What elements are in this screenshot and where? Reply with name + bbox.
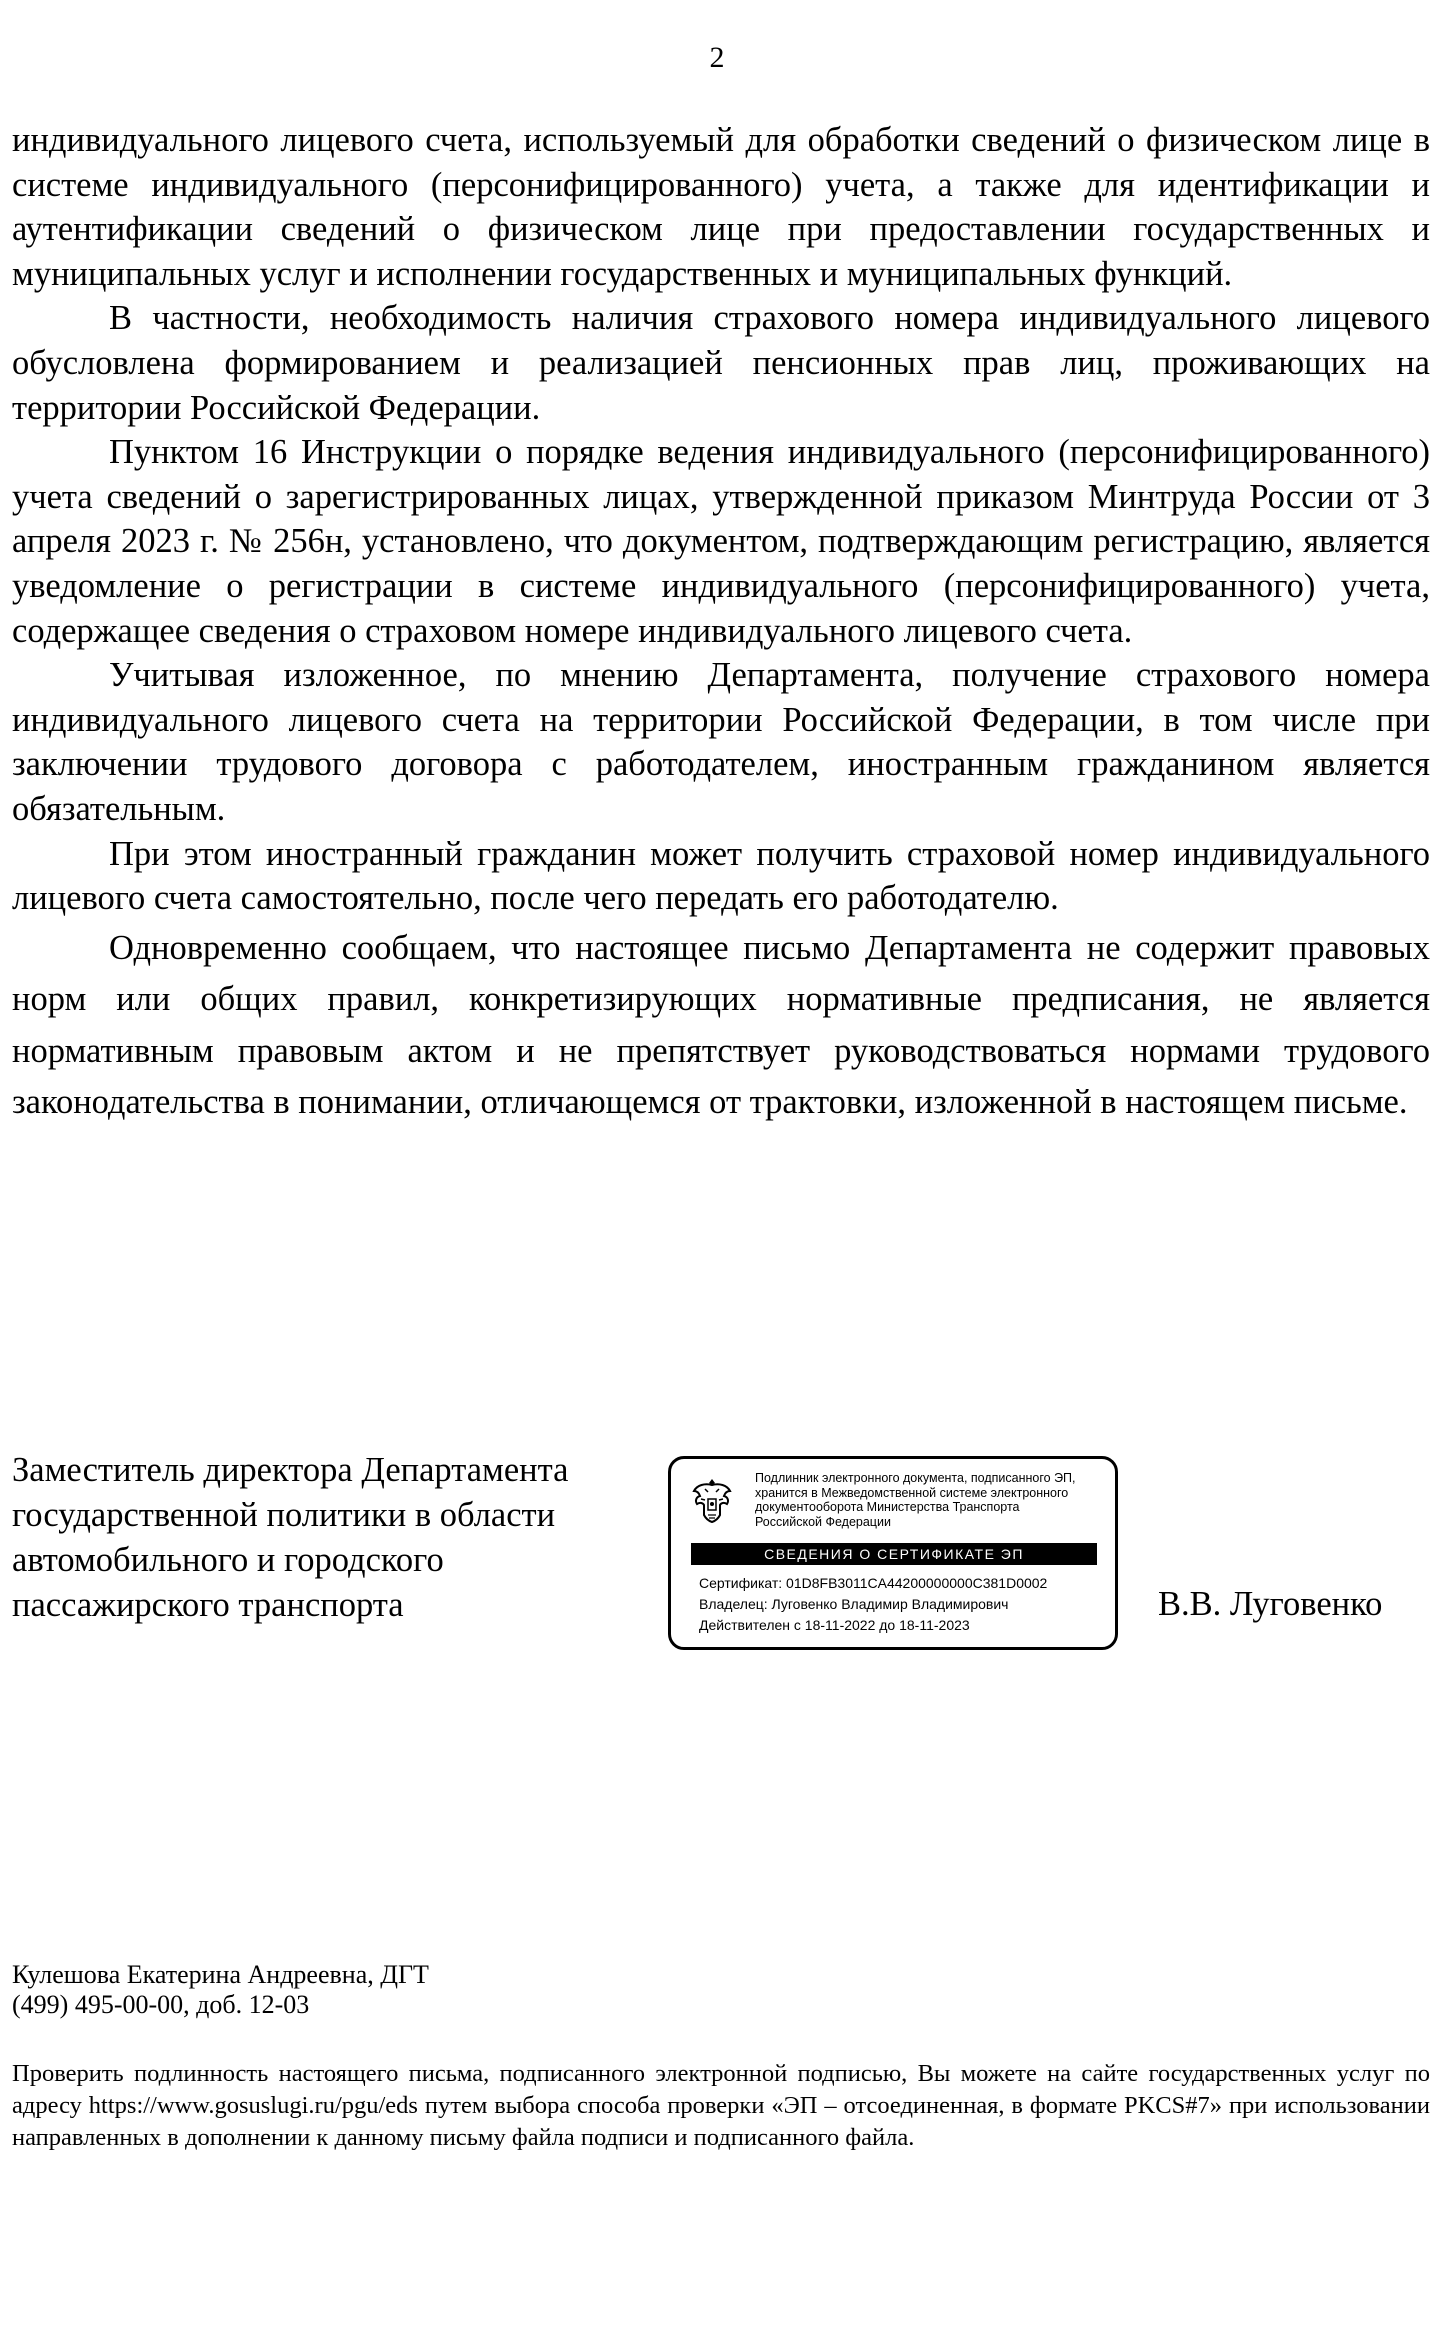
certificate-details	[699, 1573, 1099, 1636]
paragraph-2: В частности, необходимость наличия страхового номера индивидуального лицевого обусловлена формированием и реализацией пенсионных прав лиц, проживающих на территории Российской Федерации.	[12, 299, 1430, 427]
signer-position-line: пассажирского транспорта	[12, 1586, 404, 1624]
stamp-note-line: Подлинник электронного документа, подписанного ЭП,	[755, 1471, 1076, 1485]
signer-position-line: Заместитель директора Департамента	[12, 1451, 569, 1489]
signer-position	[12, 1448, 652, 1628]
electronic-signature-stamp	[668, 1456, 1118, 1650]
stamp-note	[755, 1471, 1105, 1529]
certificate-validity: Действителен с 18-11-2022 до 18-11-2023	[699, 1617, 970, 1633]
paragraph-5: При этом иностранный гражданин может получить страховой номер индивидуального лицевого счета самостоятельно, после чего передать его работодателю.	[12, 834, 1430, 918]
stamp-note-line: хранится в Межведомственной системе электронного	[755, 1485, 1069, 1500]
paragraph-4: Учитывая изложенное, по мнению Департамента, получение страхового номера индивидуального лицевого счета на территории Российской Федерации, в том числе при заключении трудового договора с работодателем, иностранным гражданином является обязательным.	[12, 656, 1430, 828]
paragraph-3: Пунктом 16 Инструкции о порядке ведения индивидуального (персонифицированного) учета сведений о зарегистрированных лицах, утвержденной приказом Минтруда России от 3 апреля 2023 г. № 256н, установлено, что документом, подтверждающим регистрацию, является уведомление о регистрации в системе индивидуального (персонифицированного) учета, содержащее сведения о страховом номере индивидуального лицевого счета.	[12, 433, 1430, 650]
executor-name: Кулешова Екатерина Андреевна, ДГТ	[12, 1960, 429, 1989]
page-number: 2	[709, 41, 725, 74]
stamp-note-line: документооборота Министерства Транспорта	[755, 1500, 1020, 1514]
verification-note: Проверить подлинность настоящего письма, подписанного электронной подписью, Вы можете на сайте государственных услуг по адресу https://www.gosuslugi.ru/pgu/eds путем выбора способа проверки «ЭП – отсоединенная, в формате PKCS#7» при использовании направленных в дополнении к данному письму файла подписи и подписанного файла.	[12, 2060, 1430, 2151]
signer-position-line: автомобильного и городского	[12, 1541, 444, 1579]
executor-contact	[12, 1960, 429, 2020]
executor-phone: (499) 495-00-00, доб. 12-03	[12, 1990, 310, 2019]
certificate-owner: Владелец: Луговенко Владимир Владимирович	[699, 1596, 1009, 1612]
paragraph-6: Одновременно сообщаем, что настоящее письмо Департамента не содержит правовых норм или общих правил, конкретизирующих нормативные предписания, не является нормативным правовым актом и не препятствует руководствоваться нормами трудового законодательства в понимании, отличающемся от трактовки, изложенной в настоящем письме.	[12, 928, 1430, 1122]
paragraph-1: индивидуального лицевого счета, используемый для обработки сведений о физическом лице в системе индивидуального (персонифицированного) учета, а также для идентификации и аутентификации сведений о физическом лице при предоставлении государственных и муниципальных услуг и исполнении государственных и муниципальных функций.	[12, 121, 1430, 293]
coat-of-arms-icon	[691, 1475, 733, 1525]
certificate-number: Сертификат: 01D8FB3011CA44200000000C381D0002	[699, 1575, 1048, 1591]
signer-name: В.В. Луговенко	[1158, 1585, 1383, 1623]
stamp-header: СВЕДЕНИЯ О СЕРТИФИКАТЕ ЭП	[691, 1543, 1097, 1565]
stamp-note-line: Российской Федерации	[755, 1514, 891, 1529]
signer-position-line: государственной политики в области	[12, 1496, 556, 1534]
letter-body	[12, 118, 1430, 1129]
